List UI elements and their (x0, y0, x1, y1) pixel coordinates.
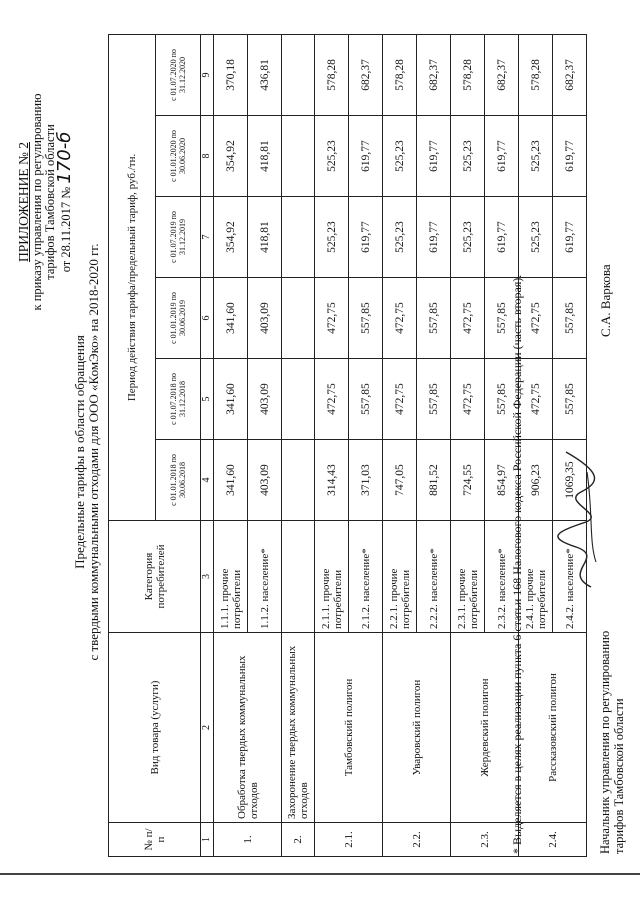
col-number: 9 (201, 34, 214, 115)
tariff-cell: 525,23 (315, 116, 349, 197)
row-category: 2.4.1. прочие потребители (519, 521, 553, 633)
tariff-cell: 557,85 (485, 278, 519, 359)
header-service: Вид товара (услуги) (109, 633, 201, 823)
row-category: 2.2.2. население* (417, 521, 451, 633)
row-number: 2.2. (383, 823, 451, 857)
handwritten-order-number: 170-б (53, 131, 75, 184)
tariff-cell: 472,75 (519, 359, 553, 440)
tariff-cell: 619,77 (417, 116, 451, 197)
tariff-cell: 436,81 (248, 34, 282, 115)
tariff-cell: 724,55 (451, 440, 485, 521)
row-category: 2.2.1. прочие потребители (383, 521, 417, 633)
tariff-cell: 1069,35 (553, 440, 587, 521)
column-number-row (201, 34, 214, 856)
row-number: 2.3. (451, 823, 519, 857)
empty-cell (282, 34, 315, 115)
tariff-cell: 354,92 (214, 116, 248, 197)
tariff-cell: 525,23 (383, 116, 417, 197)
tariff-cell: 472,75 (315, 359, 349, 440)
handwritten-signature (551, 442, 611, 592)
tariff-cell: 578,28 (519, 34, 553, 115)
footnote: * Выделяется в целях реализации пункта 6 статьи 168 Налогового кодекса Российской Федерации (часть вторая). (510, 274, 524, 854)
tariff-cell: 557,85 (349, 278, 383, 359)
scan-artifact-line (0, 873, 640, 875)
period-col-6: с 01.07.2020 по 31.12.2020 (156, 34, 201, 115)
signatory-position-line-1: Начальник управления по регулированию (598, 630, 612, 854)
document-title-line-2: с твердыми коммунальными отходами для ООО «КомЭко» на 2018-2020 гг. (86, 243, 101, 661)
tariff-cell: 403,09 (248, 278, 282, 359)
empty-cell (282, 440, 315, 521)
tariff-cell: 557,85 (553, 278, 587, 359)
table-row (451, 34, 485, 856)
appendix-header (17, 52, 73, 352)
signatory-name: С.А. Варкова (598, 264, 613, 337)
col-number: 3 (201, 521, 214, 633)
tariff-cell: 682,37 (485, 34, 519, 115)
tariff-cell: 472,75 (315, 278, 349, 359)
col-number: 7 (201, 197, 214, 278)
tariff-cell: 341,60 (214, 278, 248, 359)
tariff-cell: 557,85 (553, 359, 587, 440)
header-period: Период действия тарифа/предельный тариф, руб./тн. (109, 34, 156, 520)
period-col-5: с 01.01.2020 по 30.06.2020 (156, 116, 201, 197)
tariff-cell: 619,77 (553, 197, 587, 278)
col-number: 8 (201, 116, 214, 197)
col-number: 2 (201, 633, 214, 823)
order-date-text: от 28.11.2017 № (58, 186, 73, 273)
period-col-3: с 01.01.2019 по 30.06.2019 (156, 278, 201, 359)
signatory-position-line-2: тарифов Тамбовской области (612, 698, 626, 854)
col-number: 6 (201, 278, 214, 359)
empty-cell (282, 197, 315, 278)
rotated-document-page (13, 12, 638, 892)
row-number: 1. (214, 823, 282, 857)
tariff-cell: 557,85 (485, 359, 519, 440)
tariff-cell: 525,23 (519, 197, 553, 278)
tariff-cell: 619,77 (485, 197, 519, 278)
tariff-cell: 525,23 (315, 197, 349, 278)
tariff-cell: 472,75 (383, 359, 417, 440)
tariff-cell: 682,37 (553, 34, 587, 115)
tariff-cell: 472,75 (451, 278, 485, 359)
tariff-cell: 881,52 (417, 440, 451, 521)
tariff-cell: 403,09 (248, 440, 282, 521)
row-service: Захоронение твердых коммунальных отходов (282, 633, 315, 823)
period-col-2: с 01.07.2018 по 31.12.2018 (156, 359, 201, 440)
tariff-cell: 682,37 (417, 34, 451, 115)
row-category: 2.3.2. население* (485, 521, 519, 633)
tariff-cell: 472,75 (383, 278, 417, 359)
period-col-1: с 01.01.2018 по 30.06.2018 (156, 440, 201, 521)
table-row (315, 34, 349, 856)
row-category: 1.1.1. прочие потребители (214, 521, 248, 633)
row-service: Уваровский полигон (383, 633, 451, 823)
empty-cell (282, 521, 315, 633)
appendix-line-3 (53, 52, 75, 352)
row-number: 2.1. (315, 823, 383, 857)
tariff-cell: 370,18 (214, 34, 248, 115)
col-number: 1 (201, 823, 214, 857)
tariff-cell: 418,81 (248, 116, 282, 197)
tariff-cell: 906,23 (519, 440, 553, 521)
empty-cell (282, 278, 315, 359)
tariff-cell: 619,77 (349, 116, 383, 197)
row-service: Тамбовский полигон (315, 633, 383, 823)
tariff-cell: 854,97 (485, 440, 519, 521)
empty-cell (282, 359, 315, 440)
tariff-cell: 747,05 (383, 440, 417, 521)
tariff-cell: 525,23 (451, 116, 485, 197)
row-service: Жердевский полигон (451, 633, 519, 823)
tariff-cell: 472,75 (451, 359, 485, 440)
tariff-cell: 314,43 (315, 440, 349, 521)
tariff-cell: 619,77 (417, 197, 451, 278)
tariff-cell: 525,23 (383, 197, 417, 278)
tariff-cell: 557,85 (417, 359, 451, 440)
row-service: Обработка твердых коммунальных отходов (214, 633, 282, 823)
signatory-position (598, 631, 626, 854)
tariff-cell: 578,28 (383, 34, 417, 115)
row-category: 1.1.2. население* (248, 521, 282, 633)
table-row (282, 34, 315, 856)
tariff-cell: 557,85 (417, 278, 451, 359)
tariff-cell: 472,75 (519, 278, 553, 359)
empty-cell (282, 116, 315, 197)
row-number: 2. (282, 823, 315, 857)
tariff-cell: 619,77 (553, 116, 587, 197)
table-row (383, 34, 417, 856)
tariff-cell: 578,28 (315, 34, 349, 115)
row-category: 2.1.2. население* (349, 521, 383, 633)
table-row (214, 34, 248, 856)
row-service: Рассказовский полигон (519, 633, 587, 823)
tariff-cell: 525,23 (519, 116, 553, 197)
row-category: 2.1.1. прочие потребители (315, 521, 349, 633)
tariff-cell: 525,23 (451, 197, 485, 278)
row-number: 2.4. (519, 823, 587, 857)
row-category: 2.4.2. население* (553, 521, 587, 633)
tariff-cell: 578,28 (451, 34, 485, 115)
col-number: 4 (201, 440, 214, 521)
header-num: № п/п (109, 823, 201, 857)
appendix-line-1: к приказу управления по регулированию (29, 93, 44, 311)
tariff-cell: 557,85 (349, 359, 383, 440)
tariff-cell: 341,60 (214, 359, 248, 440)
tariff-cell: 371,03 (349, 440, 383, 521)
row-category: 2.3.1. прочие потребители (451, 521, 485, 633)
document-title (73, 12, 101, 892)
period-col-4: с 01.07.2019 по 31.12.2019 (156, 197, 201, 278)
tariff-cell: 403,09 (248, 359, 282, 440)
appendix-title: ПРИЛОЖЕНИЕ № 2 (16, 141, 31, 263)
header-category: Категория потребителей (109, 521, 201, 633)
tariff-cell: 354,92 (214, 197, 248, 278)
tariff-cell: 619,77 (485, 116, 519, 197)
tariff-cell: 341,60 (214, 440, 248, 521)
col-number: 5 (201, 359, 214, 440)
document-title-line-1: Предельные тарифы в области обращения (72, 335, 87, 569)
appendix-line-2: тарифов Тамбовской области (43, 124, 57, 280)
tariff-cell: 619,77 (349, 197, 383, 278)
tariff-cell: 682,37 (349, 34, 383, 115)
tariff-cell: 418,81 (248, 197, 282, 278)
